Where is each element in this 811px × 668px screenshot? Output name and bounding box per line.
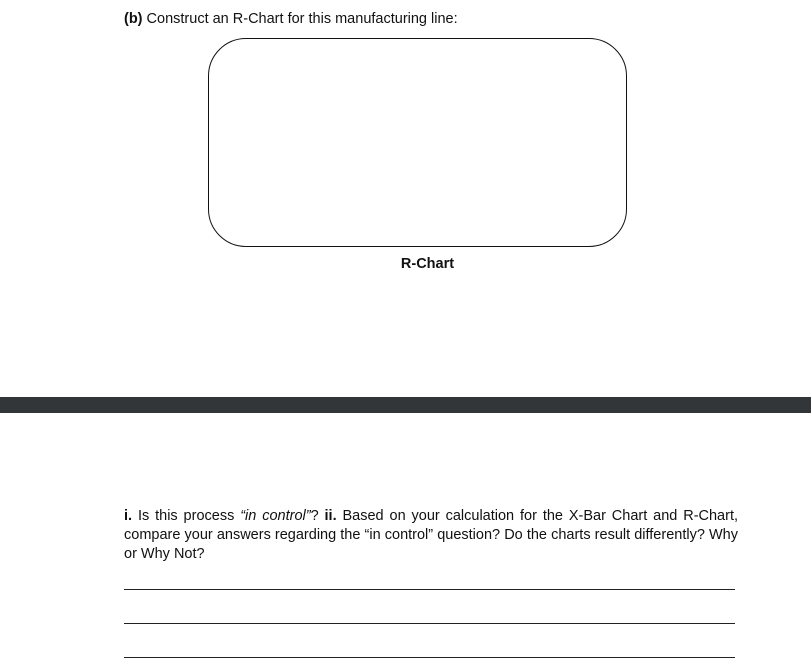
answer-line[interactable] [124,589,735,590]
question-i-label: i. [124,508,133,524]
question-i-emphasis: “in control” [240,508,311,524]
part-b-text: Construct an R-Chart for this manufacturing line: [142,11,458,27]
answer-line[interactable] [124,657,735,658]
question-ii-label: ii. [324,508,337,524]
part-b-label: (b) [124,11,143,27]
in-control-question [124,507,738,564]
question-i-suffix: ? [310,508,325,524]
page-separator [0,397,811,413]
answer-line[interactable] [124,623,735,624]
question-i-prefix: Is this process [132,508,241,524]
part-b-heading [124,10,458,28]
question-ii-text: Based on your calculation for the X-Bar Chart and R-Chart, compare your answers regarding the “in control” question? Do the charts result differently? Why or Why Not? [124,508,739,562]
r-chart-caption: R-Chart [400,256,455,272]
r-chart-drawing-area[interactable] [208,38,627,247]
